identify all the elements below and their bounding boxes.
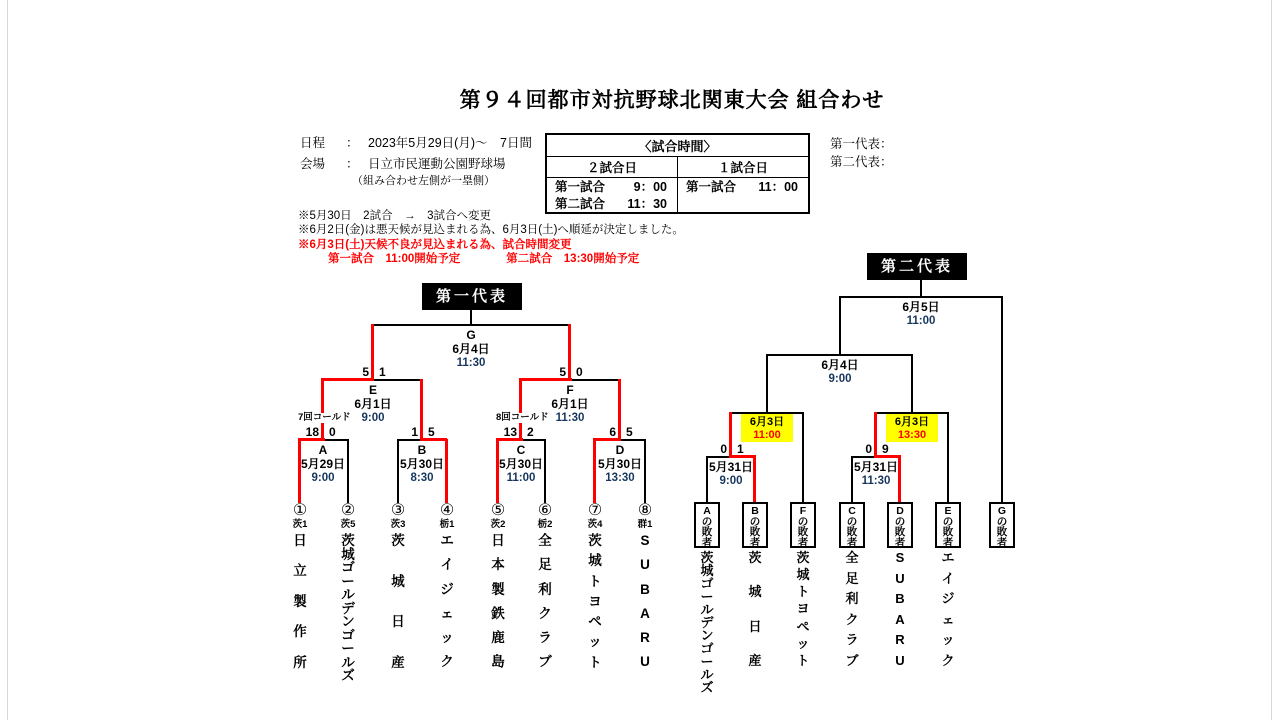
slot-team-name: S U B A R U xyxy=(895,550,905,668)
page-title: 第９４回都市対抗野球北関東大会 組合わせ xyxy=(459,89,885,112)
second-representative-label: 第二代表： xyxy=(830,155,893,169)
note-4-red: 第一試合 11:00開始予定 第二試合 13:30開始予定 xyxy=(328,253,640,265)
game-time-table xyxy=(545,133,810,214)
score: 5 xyxy=(362,365,369,379)
match-time: 8:30 xyxy=(410,472,434,484)
match-date: 6月5日 xyxy=(902,300,940,314)
team-name: 茨 城 ゴ ー ル デ ン ゴ ー ル ズ xyxy=(341,533,355,683)
match-letter: D xyxy=(615,443,625,457)
team-name: 茨 城 日 産 xyxy=(391,533,405,670)
slot-loser-e xyxy=(926,502,970,667)
note-3-red: ※6月3日(土)天候不良が見込まれる為、試合時間変更 xyxy=(298,239,572,251)
team-seed: 茨2 xyxy=(490,519,506,530)
match-b-label xyxy=(382,443,462,485)
match-letter: E xyxy=(368,383,377,397)
slot-team-name: エ イ ジ ェ ッ ク xyxy=(941,550,955,668)
team-name: 日 本 製 鉄 鹿 島 xyxy=(491,533,505,670)
match-date: 6月4日 xyxy=(821,358,859,372)
team-seed: 栃1 xyxy=(439,519,455,530)
match-time-red: 13:30 xyxy=(897,429,927,441)
slot-loser-d xyxy=(878,502,922,667)
loser-box: F の 敗 者 xyxy=(790,502,816,548)
slot-loser-a xyxy=(685,502,729,695)
advance-line xyxy=(420,379,423,440)
slot-team-name xyxy=(980,551,1024,667)
match-time: 11:30 xyxy=(861,475,891,487)
match-time: 9:00 xyxy=(361,412,385,424)
match-date: 5月30日 xyxy=(399,457,445,471)
venue-note: （組み合わせ左側が一塁側） xyxy=(352,175,495,187)
match-date: 5月30日 xyxy=(498,457,544,471)
slot-loser-g xyxy=(980,502,1024,667)
one-game-cell xyxy=(678,178,810,214)
team-number: ⑧ xyxy=(637,502,653,519)
second-r1-left-label xyxy=(691,460,771,488)
match-time: 11:30 xyxy=(555,412,585,424)
team-seed: 茨3 xyxy=(390,519,406,530)
match-time: 9:00 xyxy=(828,373,852,385)
rescheduled-match-right xyxy=(886,414,938,442)
match-date: 6月3日 xyxy=(894,416,930,428)
line xyxy=(372,324,571,326)
match-date: 6月1日 xyxy=(354,397,392,411)
match-date: 6月1日 xyxy=(551,397,589,411)
col-two-games: ２試合日 xyxy=(546,157,678,178)
team-name: 茨 城 ト ヨ ペ ッ ト xyxy=(588,533,602,670)
team-name: 全 足 利 ク ラ ブ xyxy=(538,533,552,670)
team-number: ④ xyxy=(439,502,455,519)
loser-box: D の 敗 者 xyxy=(887,502,913,548)
note-2: ※6月2日(金)は悪天候が見込まれる為、6月3日(土)へ順延が決定しました。 xyxy=(298,224,684,236)
match-d-label xyxy=(580,443,660,485)
schedule-label: 日程 xyxy=(300,136,326,150)
team-number: ② xyxy=(340,502,356,519)
line xyxy=(520,439,546,441)
line xyxy=(619,439,646,441)
score: 5 xyxy=(428,425,435,439)
score: 0 xyxy=(720,442,727,456)
match-letter: C xyxy=(516,443,526,457)
second-r1-right-label xyxy=(836,460,916,488)
team-hitachi-seisakusho xyxy=(278,502,322,669)
line xyxy=(1001,296,1003,502)
loser-box: E の 敗 者 xyxy=(935,502,961,548)
loser-box: A の 敗 者 xyxy=(694,502,720,548)
left-edge-divider xyxy=(7,0,8,720)
called-game-note-c: 8回コールド xyxy=(496,412,549,423)
team-name: エ イ ジ ェ ッ ク xyxy=(440,533,454,670)
match-time: 13:30 xyxy=(605,472,635,484)
line xyxy=(372,379,423,381)
loser-box: B の 敗 者 xyxy=(742,502,768,548)
venue-colon: ： xyxy=(346,157,359,171)
note-1: ※5月30日 2試合 → 3試合へ変更 xyxy=(298,210,491,222)
time-table-header: 〈試合時間〉 xyxy=(546,134,809,157)
slot-team-name: 茨 城 ト ヨ ペ ッ ト xyxy=(796,550,810,668)
match-date: 5月31日 xyxy=(853,460,899,474)
called-game-note-a: 7回コールド xyxy=(298,412,351,423)
score: 5 xyxy=(559,365,566,379)
team-seed: 茨5 xyxy=(340,519,356,530)
line xyxy=(766,354,913,356)
line xyxy=(839,296,1003,298)
second-semi-label xyxy=(800,358,880,386)
score: 2 xyxy=(527,425,534,439)
loser-box: G の 敗 者 xyxy=(989,502,1015,548)
match-letter: F xyxy=(566,383,574,397)
advance-line xyxy=(321,379,324,440)
team-eijec xyxy=(425,502,469,669)
match-letter: G xyxy=(466,328,476,342)
match-date: 5月31日 xyxy=(708,460,754,474)
line xyxy=(569,379,621,381)
match-date: 5月29日 xyxy=(300,457,346,471)
team-name: 日 立 製 作 所 xyxy=(293,533,307,670)
score: 1 xyxy=(411,425,418,439)
match-time: 11:00 xyxy=(906,315,936,327)
match-c-label xyxy=(481,443,561,485)
venue-value: 日立市民運動公園野球場 xyxy=(368,157,506,171)
line xyxy=(911,354,913,414)
score: 0 xyxy=(576,365,583,379)
team-seed: 茨4 xyxy=(587,519,603,530)
score: 0 xyxy=(865,442,872,456)
match-date: 6月4日 xyxy=(452,342,490,356)
advance-line xyxy=(371,324,374,380)
two-game-cell xyxy=(546,178,678,214)
first-representative-banner: 第一代表 xyxy=(422,283,522,310)
match-letter: A xyxy=(318,443,328,457)
match-time: 11:00 xyxy=(506,472,536,484)
line xyxy=(766,354,768,414)
team-seed: 群1 xyxy=(637,519,653,530)
score: 6 xyxy=(609,425,616,439)
advance-line xyxy=(568,324,571,380)
slot-loser-c xyxy=(830,502,874,667)
game-time: 11：30 xyxy=(627,197,667,211)
advance-line xyxy=(618,379,621,440)
match-date: 5月30日 xyxy=(597,457,643,471)
slot-team-name: 茨 城 ゴ ー ル デ ン ゴ ー ル ズ xyxy=(700,550,714,695)
slot-loser-b xyxy=(733,502,777,667)
score: 1 xyxy=(737,442,744,456)
score: 9 xyxy=(882,442,889,456)
team-zen-ashikaga-club xyxy=(523,502,567,669)
match-date: 6月3日 xyxy=(749,416,785,428)
match-time: 11:30 xyxy=(456,357,486,369)
team-number: ⑥ xyxy=(537,502,553,519)
advance-line xyxy=(729,412,732,457)
team-ibaraki-nissan xyxy=(376,502,420,669)
match-a-label xyxy=(283,443,363,485)
match-time-red: 11:00 xyxy=(753,429,781,441)
slot-team-name: 茨 城 日 産 xyxy=(748,550,762,668)
team-number: ⑦ xyxy=(587,502,603,519)
team-number: ① xyxy=(292,502,308,519)
score: 0 xyxy=(329,425,336,439)
second-final-label xyxy=(881,300,961,328)
team-nippon-steel-kashima xyxy=(476,502,520,669)
game-label: 第一試合 xyxy=(686,180,737,194)
team-seed: 茨1 xyxy=(292,519,308,530)
line xyxy=(839,296,841,356)
team-number: ③ xyxy=(390,502,406,519)
game-time: 11：00 xyxy=(758,180,798,194)
match-letter: B xyxy=(417,443,427,457)
score: 5 xyxy=(626,425,633,439)
team-ibaraki-toyopet xyxy=(573,502,617,669)
match-time: 9:00 xyxy=(311,472,335,484)
team-name: S U B A R U xyxy=(640,533,650,670)
advance-line xyxy=(874,412,877,457)
game-label: 第一試合 xyxy=(555,180,606,194)
slot-loser-f xyxy=(781,502,825,667)
score: 1 xyxy=(379,365,386,379)
game-time: 9：00 xyxy=(633,180,667,194)
col-one-game: １試合日 xyxy=(678,157,810,178)
score: 13 xyxy=(503,425,517,439)
loser-box: C の 敗 者 xyxy=(839,502,865,548)
first-representative-label: 第一代表： xyxy=(830,137,893,151)
match-g-label xyxy=(431,328,511,370)
schedule-colon: ： xyxy=(346,136,359,150)
venue-label: 会場 xyxy=(300,157,326,171)
advance-line xyxy=(519,379,522,440)
line xyxy=(322,439,349,441)
team-number: ⑤ xyxy=(490,502,506,519)
rescheduled-match-left xyxy=(741,414,793,442)
match-time: 9:00 xyxy=(719,475,743,487)
team-ibaraki-golden-golds xyxy=(326,502,370,683)
right-edge-divider xyxy=(1271,0,1272,720)
score: 18 xyxy=(305,425,319,439)
slot-team-name: 全 足 利 ク ラ ブ xyxy=(845,550,859,668)
team-subaru xyxy=(623,502,667,669)
second-representative-banner: 第二代表 xyxy=(867,253,967,280)
line xyxy=(947,412,949,502)
team-seed: 栃2 xyxy=(537,519,553,530)
game-label: 第二試合 xyxy=(555,197,606,211)
schedule-value: 2023年5月29日(月)～ 7日間 xyxy=(368,136,532,150)
line xyxy=(802,412,804,502)
